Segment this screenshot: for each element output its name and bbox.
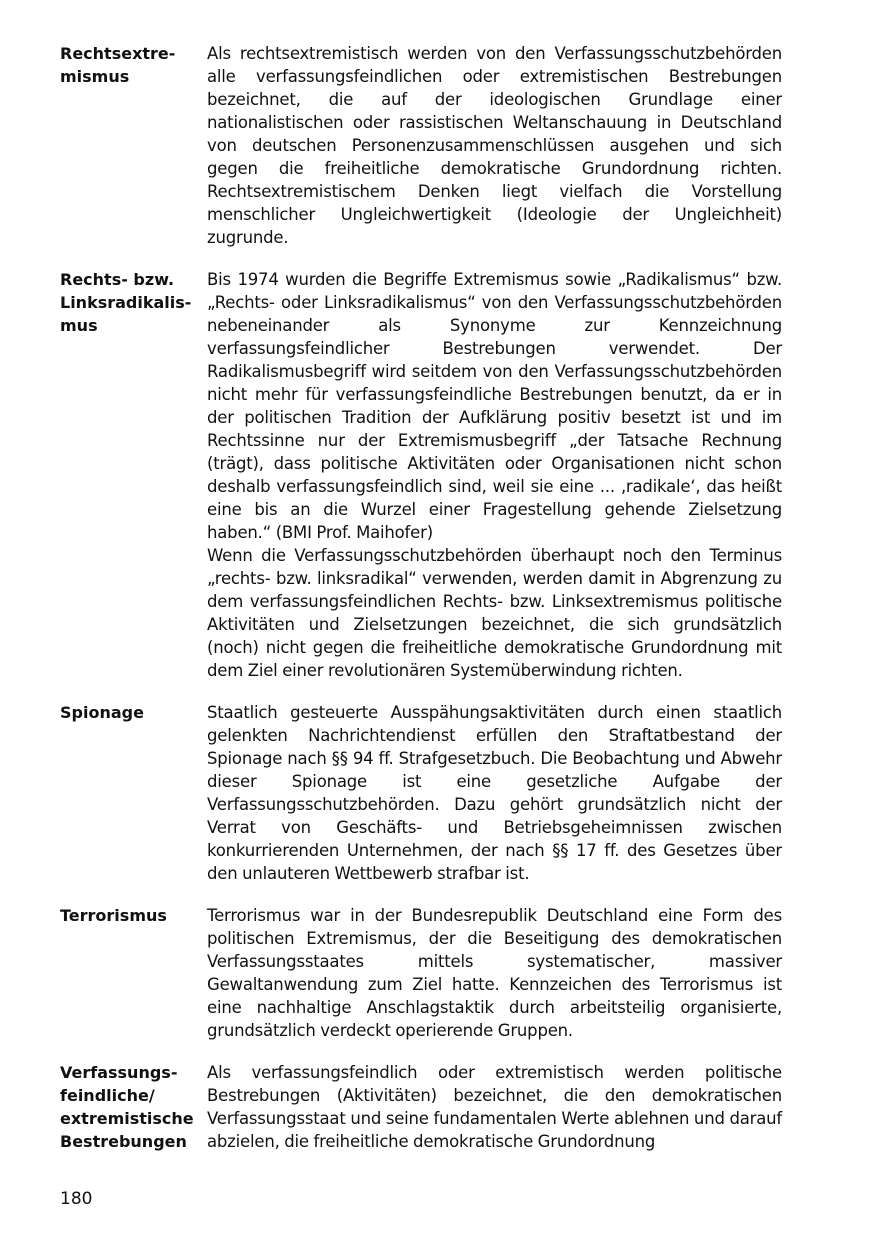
entry-definition	[207, 904, 782, 1042]
entry-term: Rechtsextre- mismus	[60, 44, 176, 86]
glossary-entry-rechts-linksradikalismus	[60, 268, 782, 682]
entry-definition	[207, 1061, 782, 1153]
entry-term: Terrorismus	[60, 906, 167, 925]
glossary-entry-spionage	[60, 701, 782, 885]
page-number: 180	[60, 1189, 93, 1209]
definition-paragraph: Wenn die Verfassungsschutzbehörden überhaupt noch den Terminus „rechts- bzw. linksradikal“ verwenden, werden damit in Abgrenzung zu dem verfassungsfeindlichen Rechts- bzw. Linksextremismus politische Aktivitäten und Zielsetzungen bezeichnet, die sich grundsätzlich (noch) nicht gegen die freiheitliche demokratische Grundordnung mit dem Ziel einer revolutionären Systemüberwindung richten.	[207, 546, 782, 680]
glossary-entry-rechtsextremismus	[60, 42, 782, 249]
definition-paragraph: Staatlich gesteuerte Ausspähungsaktivitäten durch einen staatlich gelenkten Nachrichtendienst erfüllen den Straftatbestand der Spionage nach §§ 94 ff. Strafgesetzbuch. Die Beobachtung und Abwehr dieser Spionage ist eine gesetzliche Aufgabe der Verfassungsschutzbehörden. Dazu gehört grundsätzlich nicht der Verrat von Geschäfts- und Betriebsgeheimnissen zwischen konkurrierenden Unternehmen, der nach §§ 17 ff. des Gesetzes über den unlauteren Wettbewerb strafbar ist.	[207, 703, 782, 883]
definition-paragraph: Bis 1974 wurden die Begriffe Extremismus sowie „Radikalismus“ bzw. „Rechts- oder Linksradikalismus“ von den Verfassungsschutzbehörden nebeneinander als Synonyme zur Kennzeichnung verfassungsfeindlicher Bestrebungen verwendet. Der Radikalismusbegriff wird seitdem von den Verfassungsschutzbehörden nicht mehr für verfassungsfeindliche Bestrebungen benutzt, da er in der politischen Tradition der Aufklärung positiv besetzt ist und im Rechtssinne nur der Extremismusbegriff „der Tatsache Rechnung (trägt), dass politische Aktivitäten oder Organisationen nicht schon deshalb verfassungsfeindlich sind, weil sie eine ... ‚radikale‘, das heißt eine bis an die Wurzel einer Fragestellung gehende Zielsetzung haben.“ (BMI Prof. Maihofer)	[207, 270, 782, 542]
entry-definition	[207, 268, 782, 682]
entry-term: Rechts- bzw. Linksradikalis- mus	[60, 270, 192, 335]
glossary-entry-verfassungsfeindliche-bestrebungen	[60, 1061, 782, 1153]
entry-definition	[207, 42, 782, 249]
definition-paragraph: Als rechtsextremistisch werden von den Verfassungsschutzbehörden alle verfassungsfeindlichen oder extremistischen Bestrebungen bezeichnet, die auf der ideologischen Grundlage einer nationalistischen oder rassistischen Weltanschauung in Deutschland von deutschen Personenzusammenschlüssen ausgehen und sich gegen die freiheitliche demokratische Grundordnung richten. Rechtsextremistischem Denken liegt vielfach die Vorstellung menschlicher Ungleichwertigkeit (Ideologie der Ungleichheit) zugrunde.	[207, 44, 782, 247]
glossary-entry-terrorismus	[60, 904, 782, 1042]
entry-definition	[207, 701, 782, 885]
glossary	[60, 42, 782, 1172]
definition-paragraph: Als verfassungsfeindlich oder extremistisch werden politische Bestrebungen (Aktivitäten) bezeichnet, die den demokratischen Verfassungsstaat und seine fundamentalen Werte ablehnen und darauf abzielen, die freiheitliche demokratische Grundordnung	[207, 1063, 782, 1151]
entry-term: Verfassungs- feindliche/ extremistische Bestrebungen	[60, 1063, 194, 1151]
entry-term: Spionage	[60, 703, 144, 722]
definition-paragraph: Terrorismus war in der Bundesrepublik Deutschland eine Form des politischen Extremismus, der die Beseitigung des demokratischen Verfassungsstaates mittels systematischer, massiver Gewaltanwendung zum Ziel hatte. Kennzeichen des Terrorismus ist eine nachhaltige Anschlagstaktik durch arbeitsteilig organisierte, grundsätzlich verdeckt operierende Gruppen.	[207, 906, 782, 1040]
